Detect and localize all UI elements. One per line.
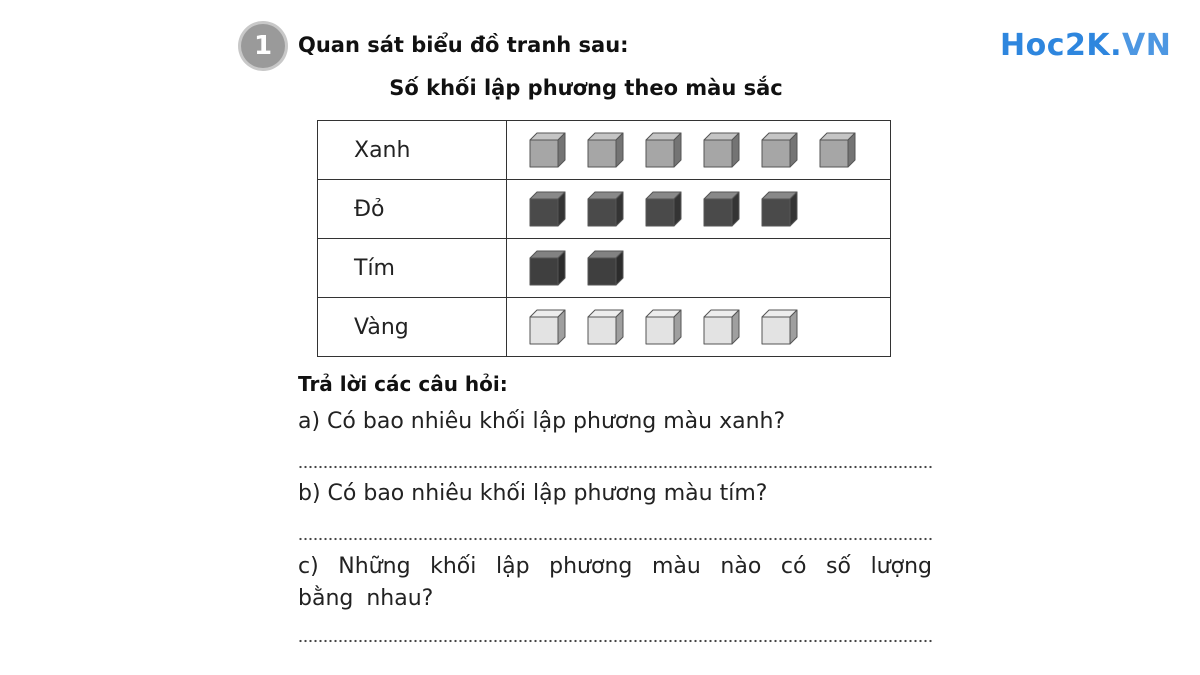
cube-icon (761, 309, 798, 345)
logo-suffix: VN (1122, 28, 1172, 63)
pictograph-row (318, 121, 891, 180)
exercise-instruction: Quan sát biểu đồ tranh sau: (298, 33, 629, 57)
pictograph-table (317, 120, 891, 357)
question-c: c) Những khối lập phương màu nào có số lượng bằng nhau? (298, 554, 932, 611)
cube-icon (529, 250, 566, 286)
cube-icon (529, 191, 566, 227)
exercise-number-badge (241, 24, 285, 68)
pictograph-row (318, 239, 891, 298)
row-cubes (507, 298, 891, 357)
row-label: Xanh (318, 121, 507, 180)
cube-icon (703, 132, 740, 168)
logo-main: Hoc2K. (1000, 28, 1123, 63)
pictograph-row (318, 298, 891, 357)
chart-title: Số khối lập phương theo màu sắc (389, 76, 783, 100)
row-cubes (507, 180, 891, 239)
answer-line-b[interactable] (298, 537, 932, 541)
row-cubes (507, 239, 891, 298)
question-b: b) Có bao nhiêu khối lập phương màu tím? (298, 481, 768, 506)
cube-icon (587, 191, 624, 227)
row-cubes (507, 121, 891, 180)
cube-icon (529, 309, 566, 345)
cube-icon (761, 132, 798, 168)
cube-icon (703, 191, 740, 227)
cube-icon (645, 132, 682, 168)
questions-heading: Trả lời các câu hỏi: (298, 372, 508, 396)
cube-icon (761, 191, 798, 227)
cube-icon (819, 132, 856, 168)
exercise-number: 1 (253, 31, 273, 61)
question-a: a) Có bao nhiêu khối lập phương màu xanh? (298, 409, 786, 434)
cube-icon (645, 191, 682, 227)
row-label: Tím (318, 239, 507, 298)
row-label: Đỏ (318, 180, 507, 239)
site-logo (1000, 28, 1171, 63)
cube-icon (703, 309, 740, 345)
pictograph-row (318, 180, 891, 239)
answer-line-c[interactable] (298, 639, 932, 643)
cube-icon (587, 132, 624, 168)
cube-icon (645, 309, 682, 345)
cube-icon (587, 309, 624, 345)
row-label: Vàng (318, 298, 507, 357)
answer-line-a[interactable] (298, 465, 932, 469)
cube-icon (529, 132, 566, 168)
cube-icon (587, 250, 624, 286)
